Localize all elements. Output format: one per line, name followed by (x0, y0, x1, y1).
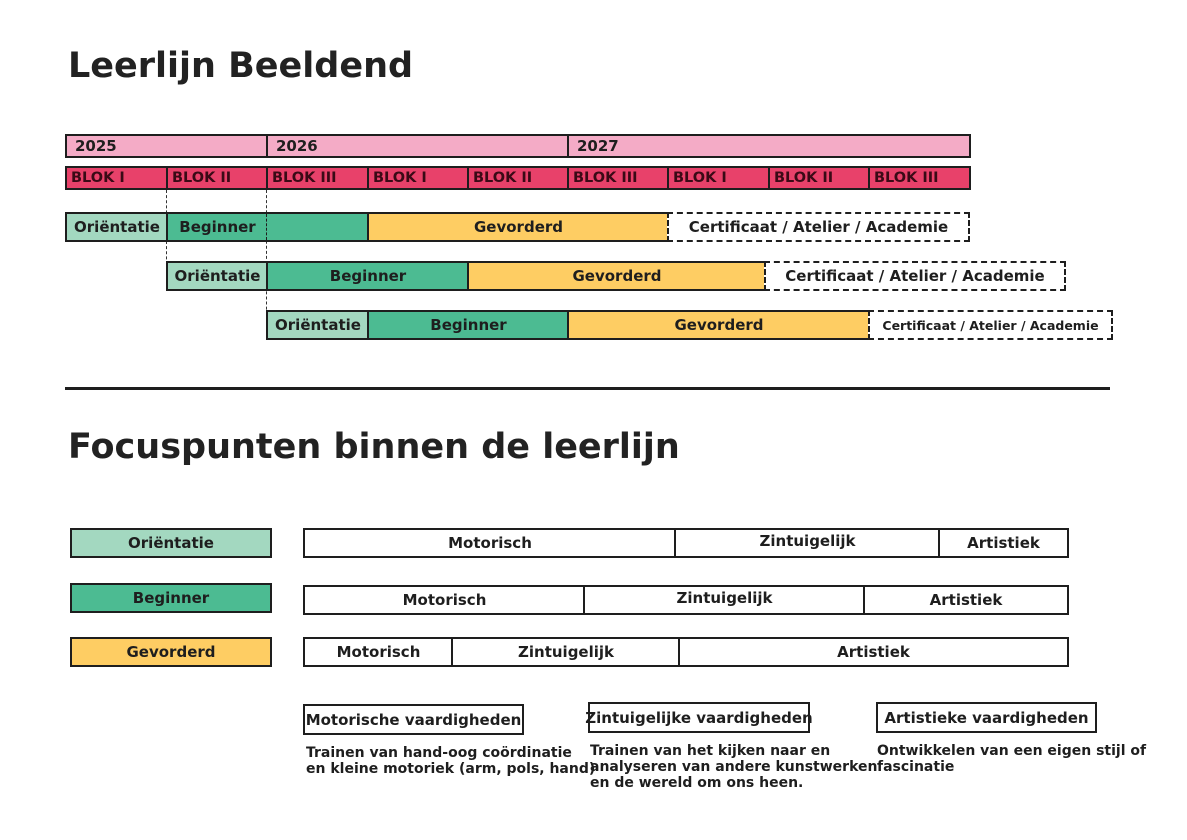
track2-beginner: Beginner (266, 261, 470, 291)
skill-desc-artistiek (877, 743, 1146, 775)
year-2026: 2026 (266, 134, 570, 158)
year-2025: 2025 (65, 134, 269, 158)
track3-certificaat: Certificaat / Atelier / Academie (868, 310, 1113, 340)
focus-orientatie-motorisch: Motorisch (303, 528, 677, 558)
skill-desc-zintuigelijk (590, 743, 877, 791)
focus-beginner-zintuigelijk: Zintuigelijk (583, 585, 866, 615)
focus-label-orientatie: Oriëntatie (70, 528, 272, 558)
track3-beginner: Beginner (367, 310, 570, 340)
section-divider (65, 387, 1110, 390)
block-cell: BLOK III (868, 166, 971, 190)
track1-certificaat: Certificaat / Atelier / Academie (667, 212, 970, 242)
track2-certificaat: Certificaat / Atelier / Academie (764, 261, 1066, 291)
block-cell: BLOK I (367, 166, 470, 190)
track1-orientatie: Oriëntatie (65, 212, 169, 242)
focus-orientatie-artistiek: Artistiek (938, 528, 1069, 558)
block-cell: BLOK II (166, 166, 269, 190)
skill-desc-line: Trainen van hand-oog coördinatie (306, 745, 572, 761)
block-cell: BLOK I (65, 166, 169, 190)
block-cell: BLOK I (667, 166, 771, 190)
focus-title: Focuspunten binnen de leerlijn (68, 427, 680, 467)
track3-orientatie: Oriëntatie (266, 310, 370, 340)
skill-desc-line: analyseren van andere kunstwerken (590, 759, 878, 775)
focus-gevorderd-motorisch: Motorisch (303, 637, 454, 667)
skill-desc-line: Ontwikkelen van een eigen stijl of (877, 743, 1147, 759)
skill-heading-zintuigelijk: Zintuigelijke vaardigheden (588, 702, 810, 733)
year-2027: 2027 (567, 134, 971, 158)
block-cell: BLOK II (768, 166, 871, 190)
block-cell: BLOK II (467, 166, 570, 190)
track1-beginner-divider (266, 214, 267, 240)
block-cell: BLOK III (266, 166, 370, 190)
track1-gevorderd: Gevorderd (367, 212, 670, 242)
track2-orientatie: Oriëntatie (166, 261, 269, 291)
skill-desc-line: Trainen van het kijken naar en (590, 743, 831, 759)
track2-gevorderd: Gevorderd (467, 261, 767, 291)
skill-heading-artistiek: Artistieke vaardigheden (876, 702, 1097, 733)
skill-heading-motorisch: Motorische vaardigheden (303, 704, 524, 735)
focus-label-beginner: Beginner (70, 583, 272, 613)
skill-desc-motorisch (306, 745, 595, 777)
block-cell: BLOK III (567, 166, 670, 190)
focus-orientatie-zintuigelijk: Zintuigelijk (674, 528, 941, 558)
focus-gevorderd-artistiek: Artistiek (678, 637, 1069, 667)
skill-desc-line: en de wereld om ons heen. (590, 775, 804, 791)
skill-desc-line: en kleine motoriek (arm, pols, hand) (306, 761, 596, 777)
page-title: Leerlijn Beeldend (68, 46, 414, 86)
focus-beginner-motorisch: Motorisch (303, 585, 586, 615)
skill-desc-line: fascinatie (877, 759, 955, 775)
focus-beginner-artistiek: Artistiek (863, 585, 1069, 615)
track1-beginner-label: Beginner (179, 218, 256, 236)
focus-gevorderd-zintuigelijk: Zintuigelijk (451, 637, 681, 667)
track1-beginner (166, 212, 370, 242)
track3-gevorderd: Gevorderd (567, 310, 871, 340)
focus-label-gevorderd: Gevorderd (70, 637, 272, 667)
